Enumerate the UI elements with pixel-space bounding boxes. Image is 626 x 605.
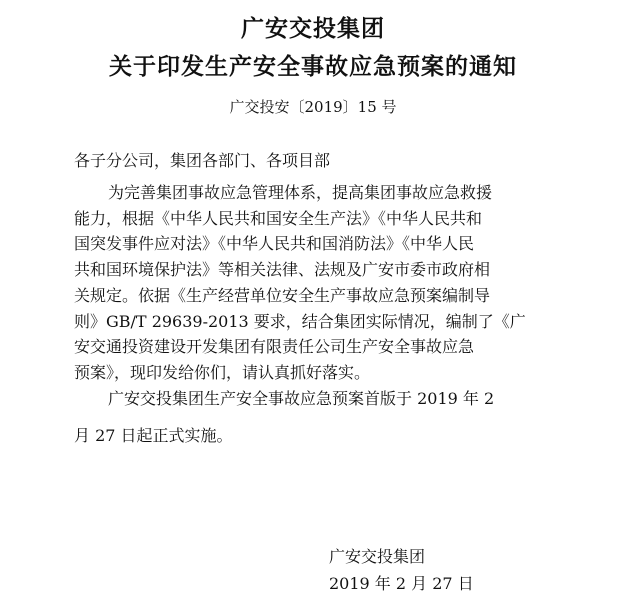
signature-organization: 广安交投集团 — [329, 547, 426, 566]
signature-date: 2019 年 2 月 27 日 — [329, 574, 474, 593]
addressee: 各子分公司，集团各部门、各项目部 — [74, 151, 331, 170]
body-line: 为完善集团事故应急管理体系，提高集团事故应急救援 — [108, 183, 493, 202]
body-line: 预案》，现印发给你们，请认真抓好落实。 — [74, 363, 371, 382]
title-line-2: 关于印发生产安全事故应急预案的通知 — [109, 53, 517, 80]
body-line: 能力，根据《中华人民共和国安全生产法》《中华人民共和 — [74, 209, 483, 228]
body-line: 安交通投资建设开发集团有限责任公司生产安全事故应急 — [74, 337, 475, 356]
title-line-1: 广安交投集团 — [241, 15, 385, 42]
body-line: 则》GB/T 29639-2013 要求，结合集团实际情况，编制了《广 — [74, 312, 526, 331]
body-line: 月 27 日起正式实施。 — [74, 426, 233, 445]
body-line: 共和国环境保护法》等相关法律、法规及广安市委市政府相 — [74, 260, 491, 279]
body-line: 广安交投集团生产安全事故应急预案首版于 2019 年 2 — [108, 389, 495, 408]
body-line: 关规定。依据《生产经营单位安全生产事故应急预案编制导 — [74, 286, 491, 305]
body-line: 国突发事件应对法》《中华人民共和国消防法》《中华人民 — [74, 234, 475, 253]
document-number: 广交投安〔2019〕15 号 — [229, 98, 397, 116]
